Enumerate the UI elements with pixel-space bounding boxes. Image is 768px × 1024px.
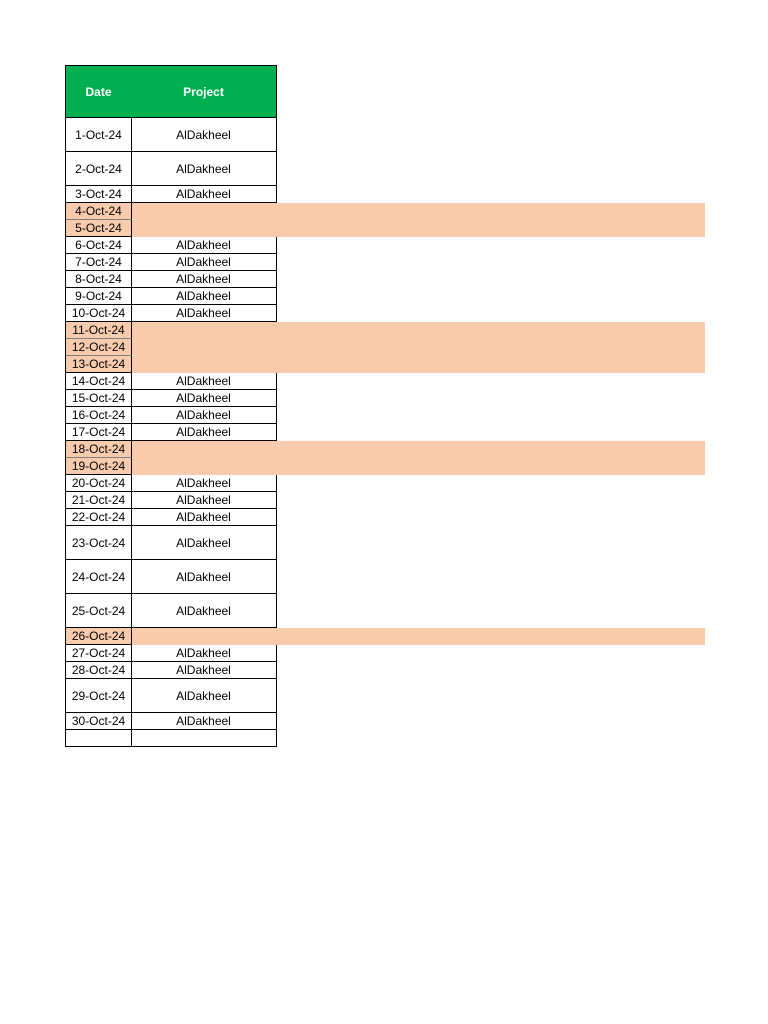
table-row bbox=[65, 645, 705, 662]
date-cell: 30-Oct-24 bbox=[65, 713, 132, 730]
project-cell: AlDakheel bbox=[131, 118, 277, 152]
project-cell: AlDakheel bbox=[131, 662, 277, 679]
project-cell bbox=[131, 322, 277, 339]
project-cell bbox=[131, 628, 277, 645]
date-cell: 29-Oct-24 bbox=[65, 679, 132, 713]
table-row bbox=[65, 305, 705, 322]
table-row bbox=[65, 373, 705, 390]
table-row bbox=[65, 254, 705, 271]
table-row bbox=[65, 560, 705, 594]
date-cell: 14-Oct-24 bbox=[65, 373, 132, 390]
date-cell: 13-Oct-24 bbox=[65, 356, 132, 373]
date-cell: 24-Oct-24 bbox=[65, 560, 132, 594]
table-row bbox=[65, 662, 705, 679]
project-column-header: Project bbox=[131, 65, 277, 118]
date-cell: 20-Oct-24 bbox=[65, 475, 132, 492]
date-cell: 6-Oct-24 bbox=[65, 237, 132, 254]
project-cell: AlDakheel bbox=[131, 424, 277, 441]
table-row-highlighted bbox=[65, 356, 705, 373]
table-row bbox=[65, 186, 705, 203]
date-cell: 11-Oct-24 bbox=[65, 322, 132, 339]
table-row-highlighted bbox=[65, 220, 705, 237]
table-row bbox=[65, 237, 705, 254]
date-cell: 27-Oct-24 bbox=[65, 645, 132, 662]
table-row-highlighted bbox=[65, 441, 705, 458]
table-row bbox=[65, 679, 705, 713]
date-cell: 2-Oct-24 bbox=[65, 152, 132, 186]
project-cell: AlDakheel bbox=[131, 271, 277, 288]
table-row bbox=[65, 526, 705, 560]
project-cell: AlDakheel bbox=[131, 679, 277, 713]
header-row bbox=[65, 65, 705, 118]
date-cell: 4-Oct-24 bbox=[65, 203, 132, 220]
project-cell: AlDakheel bbox=[131, 305, 277, 322]
table-row bbox=[65, 271, 705, 288]
date-cell: 18-Oct-24 bbox=[65, 441, 132, 458]
table-body bbox=[65, 118, 705, 747]
table-row-highlighted bbox=[65, 322, 705, 339]
table-row bbox=[65, 118, 705, 152]
table-row bbox=[65, 152, 705, 186]
project-cell: AlDakheel bbox=[131, 509, 277, 526]
date-cell: 12-Oct-24 bbox=[65, 339, 132, 356]
date-cell: 19-Oct-24 bbox=[65, 458, 132, 475]
table-row bbox=[65, 713, 705, 730]
project-cell: AlDakheel bbox=[131, 186, 277, 203]
project-cell bbox=[131, 356, 277, 373]
table-row-highlighted bbox=[65, 628, 705, 645]
project-cell: AlDakheel bbox=[131, 492, 277, 509]
project-cell: AlDakheel bbox=[131, 713, 277, 730]
table-row bbox=[65, 492, 705, 509]
table-row-highlighted bbox=[65, 203, 705, 220]
date-cell: 17-Oct-24 bbox=[65, 424, 132, 441]
date-cell: 23-Oct-24 bbox=[65, 526, 132, 560]
project-cell: AlDakheel bbox=[131, 390, 277, 407]
date-cell: 21-Oct-24 bbox=[65, 492, 132, 509]
table-row bbox=[65, 730, 705, 747]
project-cell: AlDakheel bbox=[131, 407, 277, 424]
project-cell: AlDakheel bbox=[131, 526, 277, 560]
date-cell: 26-Oct-24 bbox=[65, 628, 132, 645]
table-row bbox=[65, 594, 705, 628]
project-cell bbox=[131, 730, 277, 747]
date-cell: 25-Oct-24 bbox=[65, 594, 132, 628]
project-cell: AlDakheel bbox=[131, 475, 277, 492]
date-cell: 7-Oct-24 bbox=[65, 254, 132, 271]
project-cell: AlDakheel bbox=[131, 237, 277, 254]
date-cell: 5-Oct-24 bbox=[65, 220, 132, 237]
project-cell bbox=[131, 441, 277, 458]
project-cell: AlDakheel bbox=[131, 594, 277, 628]
project-cell bbox=[131, 203, 277, 220]
project-cell bbox=[131, 220, 277, 237]
project-cell bbox=[131, 458, 277, 475]
date-cell: 1-Oct-24 bbox=[65, 118, 132, 152]
table-row bbox=[65, 288, 705, 305]
table-row-highlighted bbox=[65, 458, 705, 475]
project-cell: AlDakheel bbox=[131, 152, 277, 186]
table-row-highlighted bbox=[65, 339, 705, 356]
date-cell: 3-Oct-24 bbox=[65, 186, 132, 203]
date-column-header: Date bbox=[65, 65, 132, 118]
date-cell: 8-Oct-24 bbox=[65, 271, 132, 288]
table-row bbox=[65, 407, 705, 424]
project-cell: AlDakheel bbox=[131, 288, 277, 305]
date-cell: 22-Oct-24 bbox=[65, 509, 132, 526]
date-cell: 15-Oct-24 bbox=[65, 390, 132, 407]
table-row bbox=[65, 424, 705, 441]
project-cell: AlDakheel bbox=[131, 560, 277, 594]
table-row bbox=[65, 390, 705, 407]
date-cell bbox=[65, 730, 132, 747]
date-cell: 10-Oct-24 bbox=[65, 305, 132, 322]
table-row bbox=[65, 509, 705, 526]
project-cell bbox=[131, 339, 277, 356]
project-cell: AlDakheel bbox=[131, 254, 277, 271]
date-cell: 28-Oct-24 bbox=[65, 662, 132, 679]
project-cell: AlDakheel bbox=[131, 645, 277, 662]
date-cell: 16-Oct-24 bbox=[65, 407, 132, 424]
table-row bbox=[65, 475, 705, 492]
attendance-sheet bbox=[65, 65, 705, 747]
date-cell: 9-Oct-24 bbox=[65, 288, 132, 305]
project-cell: AlDakheel bbox=[131, 373, 277, 390]
